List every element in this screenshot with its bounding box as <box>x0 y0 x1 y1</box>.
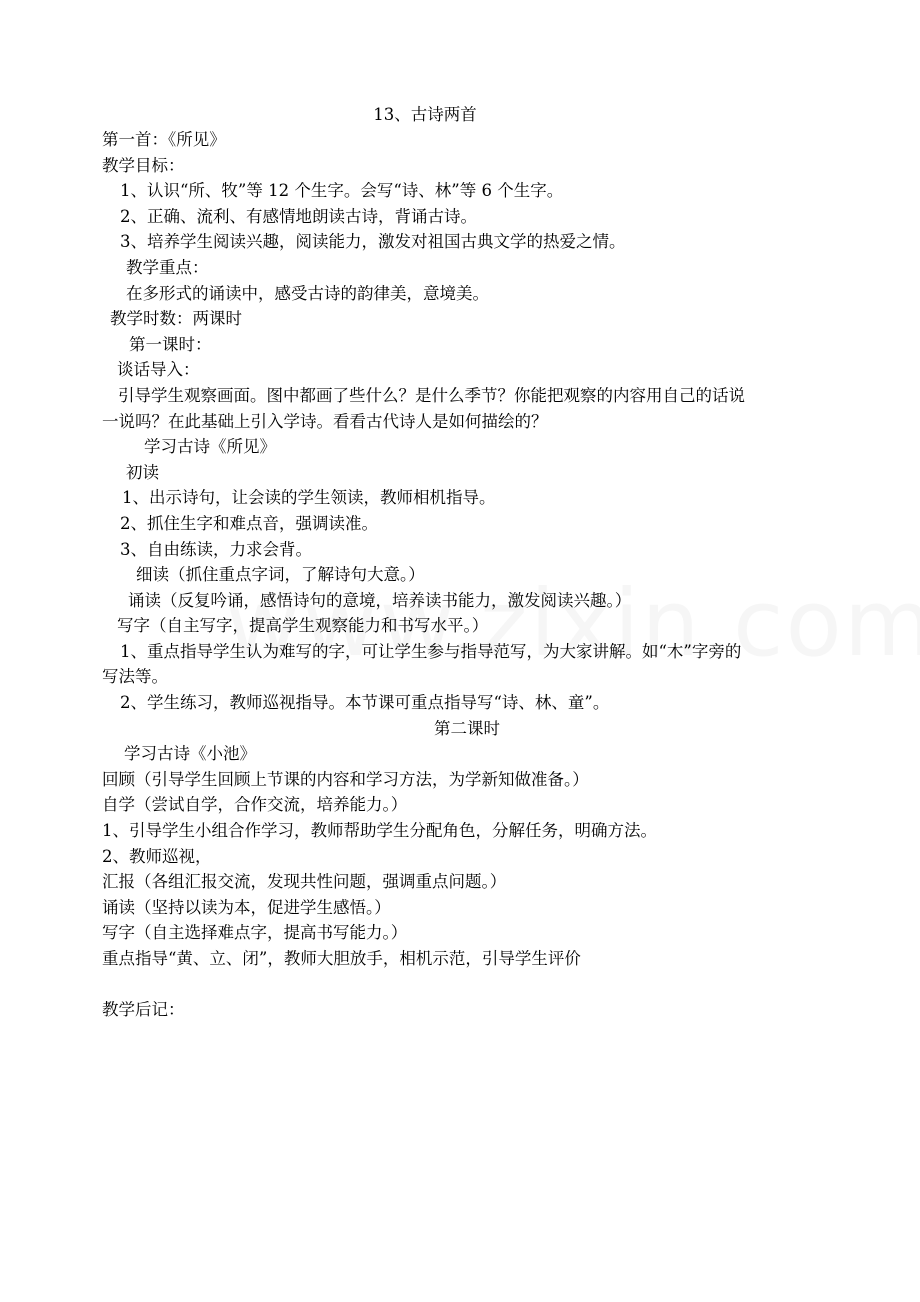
text-line: 细读（抓住重点字词，了解诗句大意。） <box>136 565 425 585</box>
text-line: 引导学生观察画面。图中都画了些什么？是什么季节？你能把观察的内容用自己的话说 <box>118 385 745 405</box>
text-line: 回顾（引导学生回顾上节课的内容和学习方法，为学新知做准备。） <box>102 769 589 789</box>
document-title: 13、古诗两首 <box>373 105 477 124</box>
text-line: 在多形式的诵读中，感受古诗的韵律美，意境美。 <box>126 283 489 303</box>
text-line: 第一课时： <box>129 334 212 354</box>
text-line: 3、培养学生阅读兴趣，阅读能力，激发对祖国古典文学的热爱之情。 <box>120 232 626 252</box>
text-line: 3、自由练读，力求会背。 <box>120 539 312 559</box>
text-line: 2、抓住生字和难点音，强调读准。 <box>120 513 378 533</box>
text-line: 教学目标： <box>102 155 185 175</box>
text-line: 重点指导“黄、立、闭”，教师大胆放手，相机示范，引导学生评价 <box>102 949 581 968</box>
text-line: 一说吗？在此基础上引入学诗。看看古代诗人是如何描绘的？ <box>102 411 548 431</box>
text-line: 汇报（各组汇报交流，发现共性问题，强调重点问题。） <box>102 872 507 892</box>
text-line: 自学（尝试自学，合作交流，培养能力。） <box>102 795 408 815</box>
text-line: 谈话导入： <box>117 360 200 380</box>
text-line: 1、引导学生小组合作学习，教师帮助学生分配角色，分解任务，明确方法。 <box>102 821 657 841</box>
text-line: 初读 <box>126 462 159 482</box>
text-line: 学习古诗《所见》 <box>144 437 276 457</box>
text-line: 2、学生练习，教师巡视指导。本节课可重点指导写“诗、林、童”。 <box>120 693 610 713</box>
text-line: 诵读（坚持以读为本，促进学生感悟。） <box>102 897 391 917</box>
text-line: 1、出示诗句，让会读的学生领读，教师相机指导。 <box>122 488 496 508</box>
text-line: 第二课时 <box>434 718 500 738</box>
text-line: 教学重点： <box>126 257 209 277</box>
text-line: 教学后记： <box>102 1000 185 1020</box>
text-line: 1、认识“所、牧”等 12 个生字。会写“诗、林”等 6 个生字。 <box>120 181 564 201</box>
document-body <box>102 127 832 1023</box>
text-line: 诵读（反复吟诵，感悟诗句的意境，培养读书能力，激发阅读兴趣。） <box>128 590 632 610</box>
blank-line <box>102 972 832 998</box>
text-line: 写字（自主写字，提高学生观察能力和书写水平。） <box>117 616 489 636</box>
text-line: 2、正确、流利、有感情地朗读古诗，背诵古诗。 <box>120 206 477 226</box>
text-line: 写字（自主选择难点字，提高书写能力。） <box>102 923 408 943</box>
text-line: 学习古诗《小池》 <box>124 744 256 764</box>
text-line: 1、重点指导学生认为难写的字，可让学生参与指导范写，为大家讲解。如“木”字旁的 <box>120 641 742 661</box>
text-line: 教学时数：两课时 <box>110 309 242 329</box>
text-line: 2、教师巡视， <box>102 846 212 866</box>
text-line: 第一首：《所见》 <box>102 130 226 149</box>
text-line: 写法等。 <box>102 667 168 687</box>
